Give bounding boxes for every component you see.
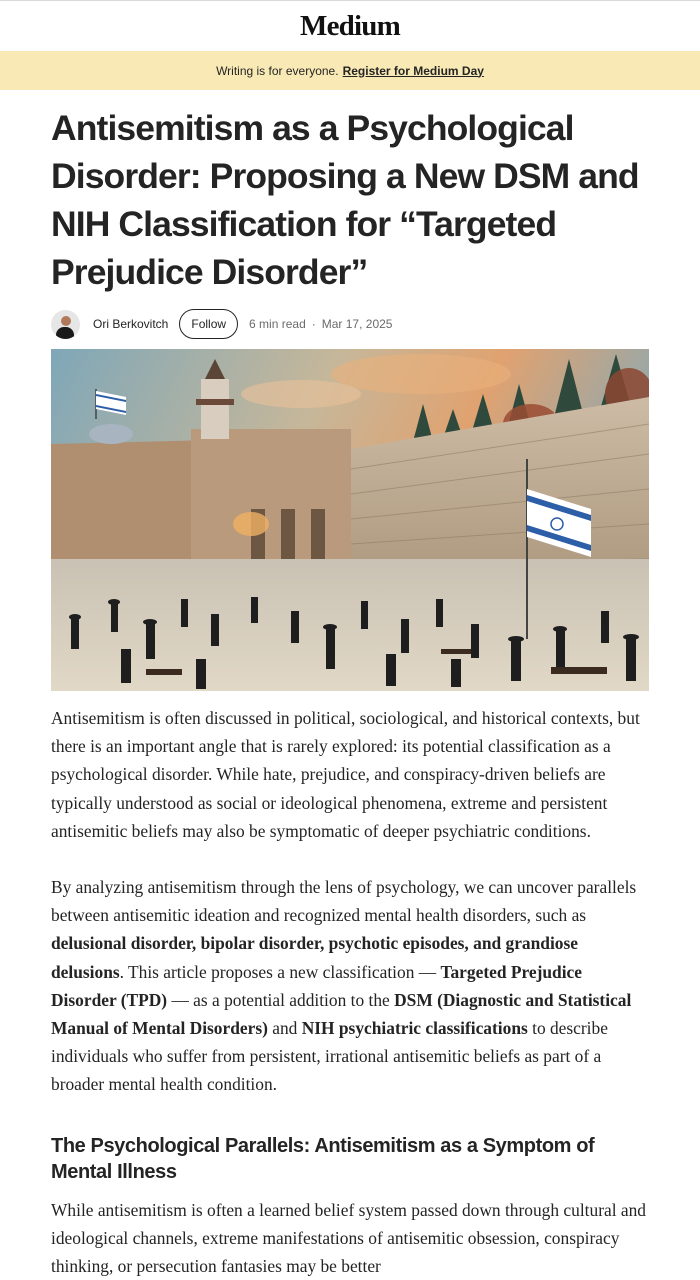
author-name[interactable]: Ori Berkovitch — [93, 317, 169, 331]
p2-bold-nih: NIH psychiatric classifications — [301, 1018, 528, 1039]
p2-text-d: — as a potential addition to the — [167, 989, 395, 1010]
register-link[interactable]: Register for Medium Day — [342, 63, 484, 78]
medium-logo[interactable]: Medium — [300, 9, 400, 42]
article-meta — [249, 317, 392, 331]
promo-banner — [0, 51, 700, 90]
publish-date: Mar 17, 2025 — [321, 317, 393, 331]
paragraph-analysis — [51, 873, 649, 1099]
avatar-head-shape — [61, 316, 71, 326]
p2-text-a: By analyzing antisemitism through the lens of psychology, we can uncover parallels between antisemitic ideation and recognized mental health disorders, such as — [51, 877, 637, 926]
p2-bold-tpd: Targeted Prejudice Disorder (TPD) — [51, 961, 582, 1010]
p2-text-f: to describe individuals who suffer from persistent, irrational antisemitic beliefs as part of a broader mental health condition. — [51, 1018, 608, 1095]
top-bar — [0, 0, 700, 51]
follow-button[interactable]: Follow — [179, 309, 238, 339]
minaret — [201, 379, 229, 439]
banner-text: Writing is for everyone. — [216, 63, 339, 78]
meta-separator: · — [311, 317, 316, 331]
article-title: Antisemitism as a Psychological Disorder: Proposing a New DSM and NIH Classification for “Targeted Prejudice Disorder” — [51, 108, 639, 292]
p2-bold-disorders: delusional disorder, bipolar disorder, psychotic episodes, and grandiose delusions — [51, 933, 578, 982]
paragraph-intro: Antisemitism is often discussed in political, sociological, and historical contexts, but there is an important angle that is rarely explored: its potential classification as a psychological disorder. While hate, prejudice, and conspiracy-driven beliefs are typically understood as social or ideological phenomena, extreme and persistent antisemitic beliefs may also be symptomatic of deeper psychiatric conditions. — [51, 708, 640, 841]
author-avatar[interactable] — [51, 310, 80, 339]
article — [0, 104, 700, 1280]
p2-text-c: . This article proposes a new classification — — [119, 961, 441, 982]
p2-bold-dsm: DSM (Diagnostic and Statistical Manual of Mental Disorders) — [51, 989, 632, 1039]
paragraph-section: While antisemitism is often a learned belief system passed down through cultural and ideological channels, extreme manifestations of antisemitic obsession, conspiracy thinking, or persecution fantasies may be better — [51, 1199, 646, 1277]
byline — [51, 308, 649, 340]
read-time: 6 min read — [249, 317, 306, 331]
hero-image — [51, 349, 649, 691]
p2-text-e: and — [267, 1018, 302, 1039]
avatar-body-shape — [56, 327, 74, 339]
section-heading: The Psychological Parallels: Antisemitism as a Symptom of Mental Illness — [51, 1134, 595, 1183]
